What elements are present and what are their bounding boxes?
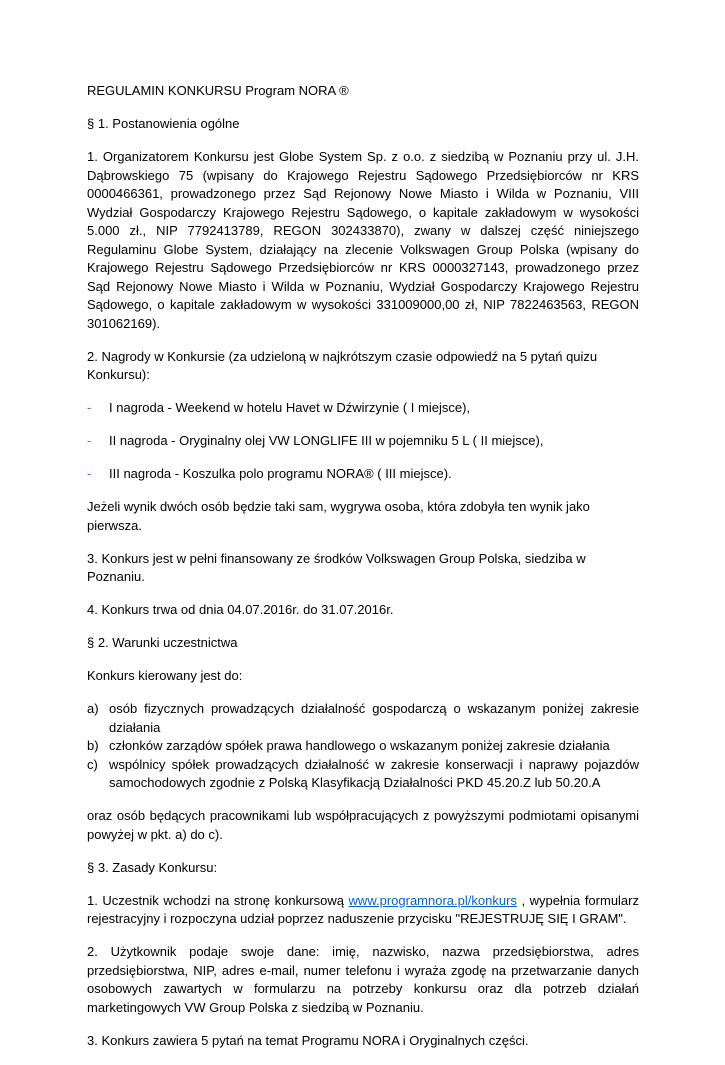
section-1-paragraph-3: 3. Konkurs jest w pełni finansowany ze środków Volkswagen Group Polska, siedziba w Poznaniu. (87, 550, 586, 584)
eligibility-list-item (87, 737, 639, 756)
dash-bullet: - (87, 400, 92, 415)
document-body (87, 82, 639, 1065)
section-1-paragraph-4: 4. Konkurs trwa od dnia 04.07.2016r. do 31.07.2016r. (87, 602, 394, 617)
list-item-text: osób fizycznych prowadzących działalność gospodarczą o wskazanym poniżej zakresie działania (109, 701, 639, 735)
section-2-heading: § 2. Warunki uczestnictwa (87, 635, 238, 650)
list-item-text: wspólnicy spółek prowadzących działalność w zakresie konserwacji i naprawy pojazdów samochodowych zgodnie z Polską Klasyfikacją Działalności PKD 45.20.Z lub 50.20.A (109, 756, 639, 790)
section-3-paragraph-1 (87, 892, 639, 929)
section-1-heading: § 1. Postanowienia ogólne (87, 116, 240, 131)
list-marker: c) (87, 756, 98, 772)
section-1-paragraph-1: 1. Organizatorem Konkursu jest Globe System Sp. z o.o. z siedzibą w Poznaniu przy ul. J.H. Dąbrowskiego 75 (wpisany do Krajowego Rejestru Sądowego Przedsiębiorców nr KRS 0000466361, prowadzonego przez Sąd Rejonowy Nowe Miasto i Wilda w Poznaniu, VIII Wydział Gospodarczy Krajowego Rejestru Sądowego, o kapitale zakładowym w wysokości 5.000 zł., NIP 7792413789, REGON 302433870), zwany w dalszej część niniejszego Regulaminu Globe System, działający na zlecenie Volkswagen Group Polska (wpisany do Krajowego Rejestru Sądowego Przedsiębiorców nr KRS 0000327143, prowadzonego przez Sąd Rejonowy Nowe Miasto i Wilda w Poznaniu, Wydział Gospodarczy Krajowego Rejestru Sądowego, o kapitale zakładowym w wysokości 331009000,00 zł, NIP 7822463563, REGON 301062169). (87, 149, 639, 331)
paragraph-text: , wypełnia formularz rejestracyjny i rozpoczyna udział poprzez naduszenie przycisku "REJESTRUJĘ SIĘ I GRAM". (87, 892, 639, 926)
prize-list-item (87, 432, 639, 451)
section-1-paragraph-2: 2. Nagrody w Konkursie (za udzieloną w najkrótszym czasie odpowiedź na 5 pytań quizu Konkursu): (87, 348, 598, 382)
paragraph-text: 1. Uczestnik wchodzi na stronę konkursową (87, 892, 349, 908)
list-marker: b) (87, 738, 99, 753)
section-3-heading: § 3. Zasady Konkursu: (87, 859, 218, 875)
tie-rule-paragraph: Jeżeli wynik dwóch osób będzie taki sam, wygrywa osoba, która zdobyła ten wynik jako pierwsza. (87, 499, 590, 533)
list-marker: a) (87, 701, 99, 716)
dash-bullet: - (87, 433, 92, 448)
prize-text: I nagroda - Weekend w hotelu Havet w Dźwirzynie ( I miejsce), (109, 400, 471, 415)
eligibility-list-item (87, 700, 639, 737)
prize-list-item (87, 465, 639, 484)
eligibility-list (87, 700, 639, 793)
dash-bullet: - (87, 466, 92, 481)
section-2-intro: Konkurs kierowany jest do: (87, 668, 243, 683)
prize-list-item (87, 399, 639, 418)
eligibility-list-item (87, 756, 639, 793)
contest-url-link[interactable]: www.programnora.pl/konkurs (348, 892, 517, 908)
prize-text: II nagroda - Oryginalny olej VW LONGLIFE III w pojemniku 5 L ( II miejsce), (109, 433, 544, 448)
document-title: REGULAMIN KONKURSU Program NORA ® (87, 83, 349, 98)
prize-text: III nagroda - Koszulka polo programu NORA® ( III miejsce). (109, 466, 452, 481)
list-item-text: członków zarządów spółek prawa handlowego o wskazanym poniżej zakresie działania (109, 738, 610, 753)
section-2-outro: oraz osób będących pracownikami lub współpracujących z powyższymi podmiotami opisanymi powyżej w pkt. a) do c). (87, 808, 639, 842)
section-3-paragraph-3: 3. Konkurs zawiera 5 pytań na temat Programu NORA i Oryginalnych części. (87, 1032, 529, 1048)
section-3-paragraph-2: 2. Użytkownik podaje swoje dane: imię, nazwisko, nazwa przedsiębiorstwa, adres przedsiębiorstwa, NIP, adres e-mail, numer telefonu i wyraża zgodę na przetwarzanie danych osobowych zawartych w formularzu na potrzeby konkursu oraz dla potrzeb działań marketingowych VW Group Polska z siedzibą w Poznaniu. (87, 944, 639, 1015)
